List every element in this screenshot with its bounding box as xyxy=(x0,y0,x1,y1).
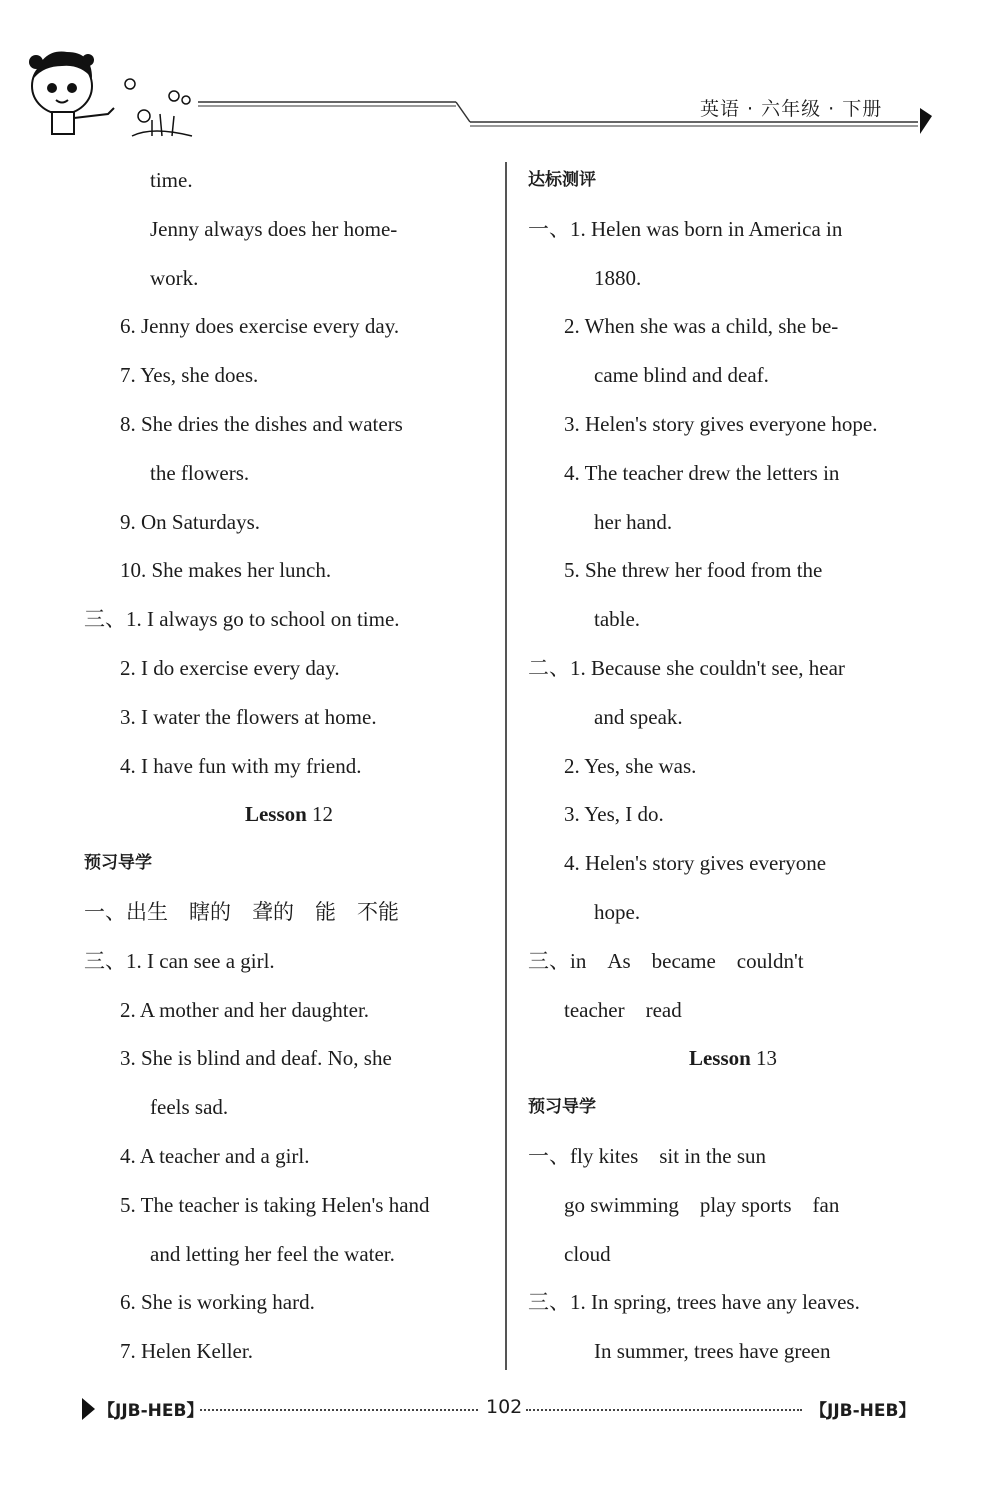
footer-dotted-line xyxy=(526,1409,802,1411)
answer-line: 三、1. I always go to school on time. xyxy=(84,607,400,632)
girl-mascot-illustration xyxy=(22,38,197,143)
section-heading: 达标测评 xyxy=(528,170,596,190)
answer-line: 一、1. Helen was born in America in xyxy=(528,216,843,241)
lesson-heading: Lesson 13 xyxy=(688,1046,778,1071)
series-code: 【JJB-HEB】 xyxy=(98,1401,204,1421)
answer-line: came blind and deaf. xyxy=(594,363,769,388)
column-divider xyxy=(505,162,507,1370)
answer-line: In summer, trees have green xyxy=(594,1339,831,1364)
left-column xyxy=(84,156,494,1376)
footer-dotted-line xyxy=(200,1409,478,1411)
answer-line: 8. She dries the dishes and waters xyxy=(120,411,403,436)
answer-line: Jenny always does her home- xyxy=(150,216,398,241)
answer-line: 三、1. In spring, trees have any leaves. xyxy=(528,1290,860,1315)
answer-line: 4. I have fun with my friend. xyxy=(120,753,362,778)
answer-line: 3. I water the flowers at home. xyxy=(120,704,377,729)
answer-line: 2. I do exercise every day. xyxy=(120,655,340,680)
page-number: 102 xyxy=(486,1396,523,1418)
answer-line: her hand. xyxy=(594,509,673,534)
answer-line: 6. She is working hard. xyxy=(120,1290,315,1315)
answer-line: 9. On Saturdays. xyxy=(120,509,260,534)
answer-line: and letting her feel the water. xyxy=(150,1241,395,1266)
lesson-heading: Lesson 12 xyxy=(244,802,334,827)
answer-line: 6. Jenny does exercise every day. xyxy=(120,314,400,339)
answer-line: cloud xyxy=(564,1241,611,1266)
answer-line: 7. Helen Keller. xyxy=(120,1339,253,1364)
answer-line: 一、出生 瞎的 聋的 能 不能 xyxy=(84,899,399,924)
answer-line: 4. A teacher and a girl. xyxy=(120,1143,310,1168)
answer-line: go swimming play sports fan xyxy=(564,1192,840,1217)
answer-line: 5. She threw her food from the xyxy=(564,558,823,583)
answer-line: 1880. xyxy=(594,265,642,290)
arrow-icon xyxy=(82,1398,95,1420)
answer-line: table. xyxy=(594,607,641,632)
section-heading: 预习导学 xyxy=(84,853,152,874)
answer-line: the flowers. xyxy=(150,460,250,485)
answer-line: 3. She is blind and deaf. No, she xyxy=(120,1046,392,1071)
answer-line: 三、in As became couldn't xyxy=(528,948,804,973)
answer-line: 一、fly kites sit in the sun xyxy=(528,1143,766,1168)
section-heading: 预习导学 xyxy=(528,1097,596,1118)
answer-line: time. xyxy=(150,168,193,192)
answer-line: 3. Yes, I do. xyxy=(564,802,664,827)
answer-line: 10. She makes her lunch. xyxy=(120,558,332,583)
answer-line: teacher read xyxy=(564,997,682,1022)
page-footer xyxy=(0,1390,1000,1430)
answer-line: and speak. xyxy=(594,704,683,729)
answer-line: 4. The teacher drew the letters in xyxy=(564,460,840,485)
answer-line: 2. Yes, she was. xyxy=(564,753,697,778)
series-code: 【JJB-HEB】 xyxy=(810,1401,916,1421)
right-column xyxy=(528,156,938,1376)
answer-line: 2. A mother and her daughter. xyxy=(120,997,370,1022)
answer-line: 5. The teacher is taking Helen's hand xyxy=(120,1192,430,1217)
answer-line: 二、1. Because she couldn't see, hear xyxy=(528,655,845,680)
page-header xyxy=(0,0,1000,150)
answer-line: 2. When she was a child, she be- xyxy=(564,314,839,339)
answer-line: hope. xyxy=(594,899,641,924)
answer-line: 4. Helen's story gives everyone xyxy=(564,851,827,876)
answer-line: feels sad. xyxy=(150,1095,229,1120)
answer-line: work. xyxy=(150,265,199,290)
answer-line: 三、1. I can see a girl. xyxy=(84,948,275,973)
answer-line: 3. Helen's story gives everyone hope. xyxy=(564,411,878,436)
book-title: 英语 · 六年级 · 下册 xyxy=(700,98,883,120)
answer-line: 7. Yes, she does. xyxy=(120,363,259,388)
